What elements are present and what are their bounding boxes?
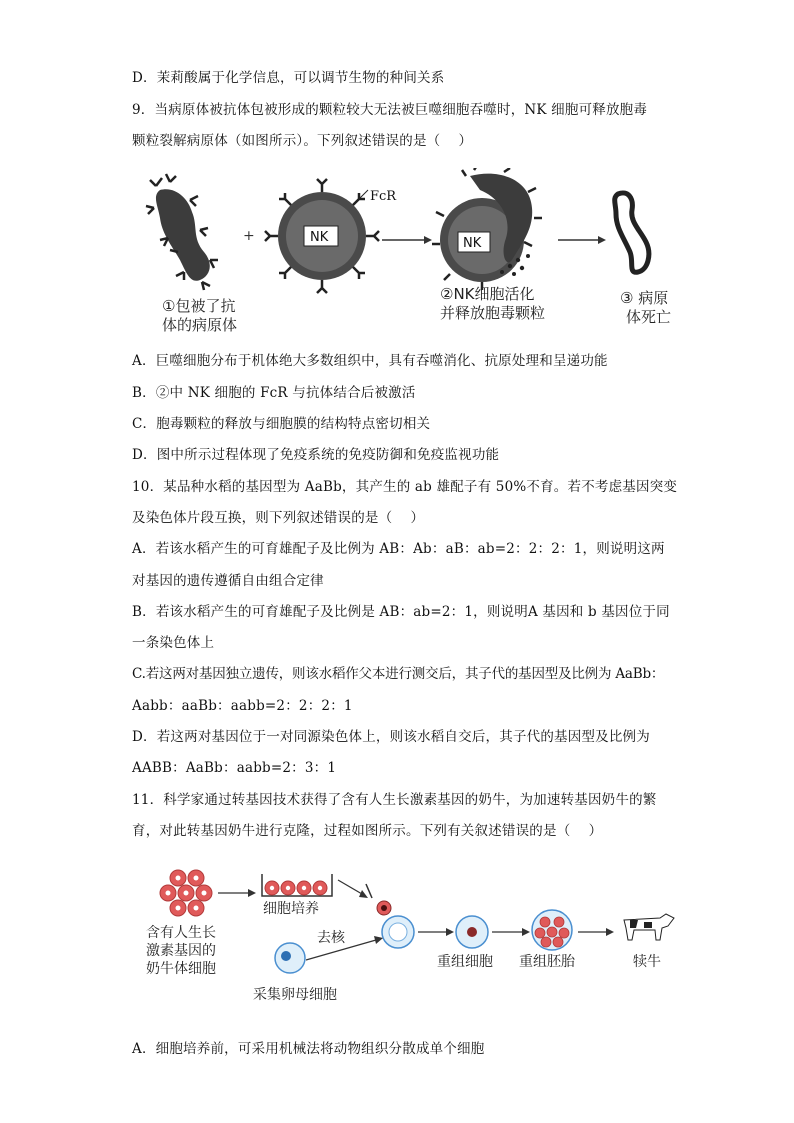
q10-option-d-line2: AABB：AaBb：aabb=2：3：1 — [132, 760, 337, 776]
caption-2-line2: 并释放胞毒颗粒 — [440, 304, 546, 322]
caption-1-line2: 体的病原体 — [162, 316, 238, 334]
question-10-line2: 及染色体片段互换，则下列叙述错误的是（ ） — [132, 510, 425, 526]
arrow-right-icon — [558, 236, 606, 244]
culture-dish-icon — [262, 874, 332, 896]
donor-cell-icon — [366, 884, 391, 915]
q10-option-b-line2: 一条染色体上 — [132, 635, 215, 651]
fcr-label: FcR — [370, 189, 397, 204]
label-remove-nucleus: 去核 — [317, 930, 345, 946]
activated-nk-cell-icon — [432, 168, 542, 290]
label-recombined-embryo: 重组胚胎 — [519, 954, 575, 970]
recombined-cell-icon — [456, 916, 488, 948]
svg-text:NK: NK — [463, 236, 482, 251]
arrow-down-right-icon — [338, 880, 368, 898]
q10-option-c-line2: Aabb：aaBb：aabb=2：2：2：1 — [132, 698, 353, 714]
somatic-cells-icon — [160, 870, 212, 916]
arrow-right-icon — [218, 889, 256, 897]
arrow-right-icon — [382, 236, 432, 244]
caption-1-line1: ①包被了抗 — [162, 297, 236, 315]
label-culture: 细胞培养 — [263, 901, 319, 917]
q10-option-a-line2: 对基因的遗传遵循自由组合定律 — [132, 573, 324, 589]
embryo-icon — [532, 910, 572, 950]
oocyte-icon — [275, 943, 305, 973]
arrow-right-icon — [578, 928, 614, 936]
cloning-process-figure — [140, 860, 680, 1020]
nk-cell-icon — [265, 179, 397, 293]
q10-option-d-line1: D．若这两对基因位于一对同源染色体上，则该水稻自交后，其子代的基因型及比例为 — [132, 729, 650, 745]
svg-text:NK: NK — [310, 230, 329, 245]
coated-pathogen-icon — [146, 174, 218, 290]
label-recombined-cell: 重组细胞 — [437, 954, 493, 970]
q9-option-d: D．图中所示过程体现了免疫系统的免疫防御和免疫监视功能 — [132, 447, 500, 463]
q10-option-c-line1: C.若这两对基因独立遗传，则该水稻作父本进行测交后，其子代的基因型及比例为 AaBb： — [132, 666, 665, 682]
label-source-line3: 奶牛体细胞 — [146, 961, 216, 977]
question-9-line1: 9．当病原体被抗体包被形成的颗粒较大无法被巨噬细胞吞噬时，NK 细胞可释放胞毒 — [132, 102, 648, 118]
calf-icon — [624, 914, 674, 940]
caption-2-line1: ②NK细胞活化 — [440, 285, 535, 303]
label-oocyte: 采集卵母细胞 — [253, 987, 337, 1003]
q9-option-b: B．②中 NK 细胞的 FcR 与抗体结合后被激活 — [132, 385, 416, 401]
caption-3-line2: 体死亡 — [626, 308, 672, 326]
label-source-line1: 含有人生长 — [146, 925, 216, 941]
label-calf: 犊牛 — [633, 954, 661, 970]
label-source-line2: 激素基因的 — [146, 943, 216, 959]
question-11-line1: 11．科学家通过转基因技术获得了含有人生长激素基因的奶牛，为加速转基因奶牛的繁 — [132, 792, 657, 808]
question-9-line2: 颗粒裂解病原体（如图所示）。下列叙述错误的是（ ） — [132, 133, 473, 149]
q9-option-a: A．巨噬细胞分布于机体绝大多数组织中，具有吞噬消化、抗原处理和呈递功能 — [132, 353, 608, 369]
question-11-line2: 育，对此转基因奶牛进行克隆，过程如图所示。下列有关叙述错误的是（ ） — [132, 823, 603, 839]
plus-sign: + — [243, 228, 255, 244]
caption-3-line1: ③ 病原 — [620, 289, 669, 307]
q10-option-a-line1: A．若该水稻产生的可育雄配子及比例为 AB：Ab：aB：ab=2：2：2：1，则说明这两 — [132, 541, 665, 557]
q10-option-b-line1: B．若该水稻产生的可育雄配子及比例是 AB：ab=2：1，则说明A 基因和 b 基因位于同 — [132, 604, 670, 620]
option-d-q8: D．茉莉酸属于化学信息，可以调节生物的种间关系 — [132, 70, 445, 86]
q11-option-a: A．细胞培养前，可采用机械法将动物组织分散成单个细胞 — [132, 1041, 485, 1057]
arrow-right-icon — [418, 928, 454, 936]
enucleated-egg-icon — [382, 916, 414, 948]
dead-pathogen-icon — [606, 180, 654, 272]
question-10-line1: 10．某品种水稻的基因型为 AaBb，其产生的 ab 雄配子有 50%不育。若不考虑基因突变 — [132, 479, 678, 495]
arrow-right-icon — [492, 928, 530, 936]
q9-option-c: C．胞毒颗粒的释放与细胞膜的结构特点密切相关 — [132, 416, 431, 432]
